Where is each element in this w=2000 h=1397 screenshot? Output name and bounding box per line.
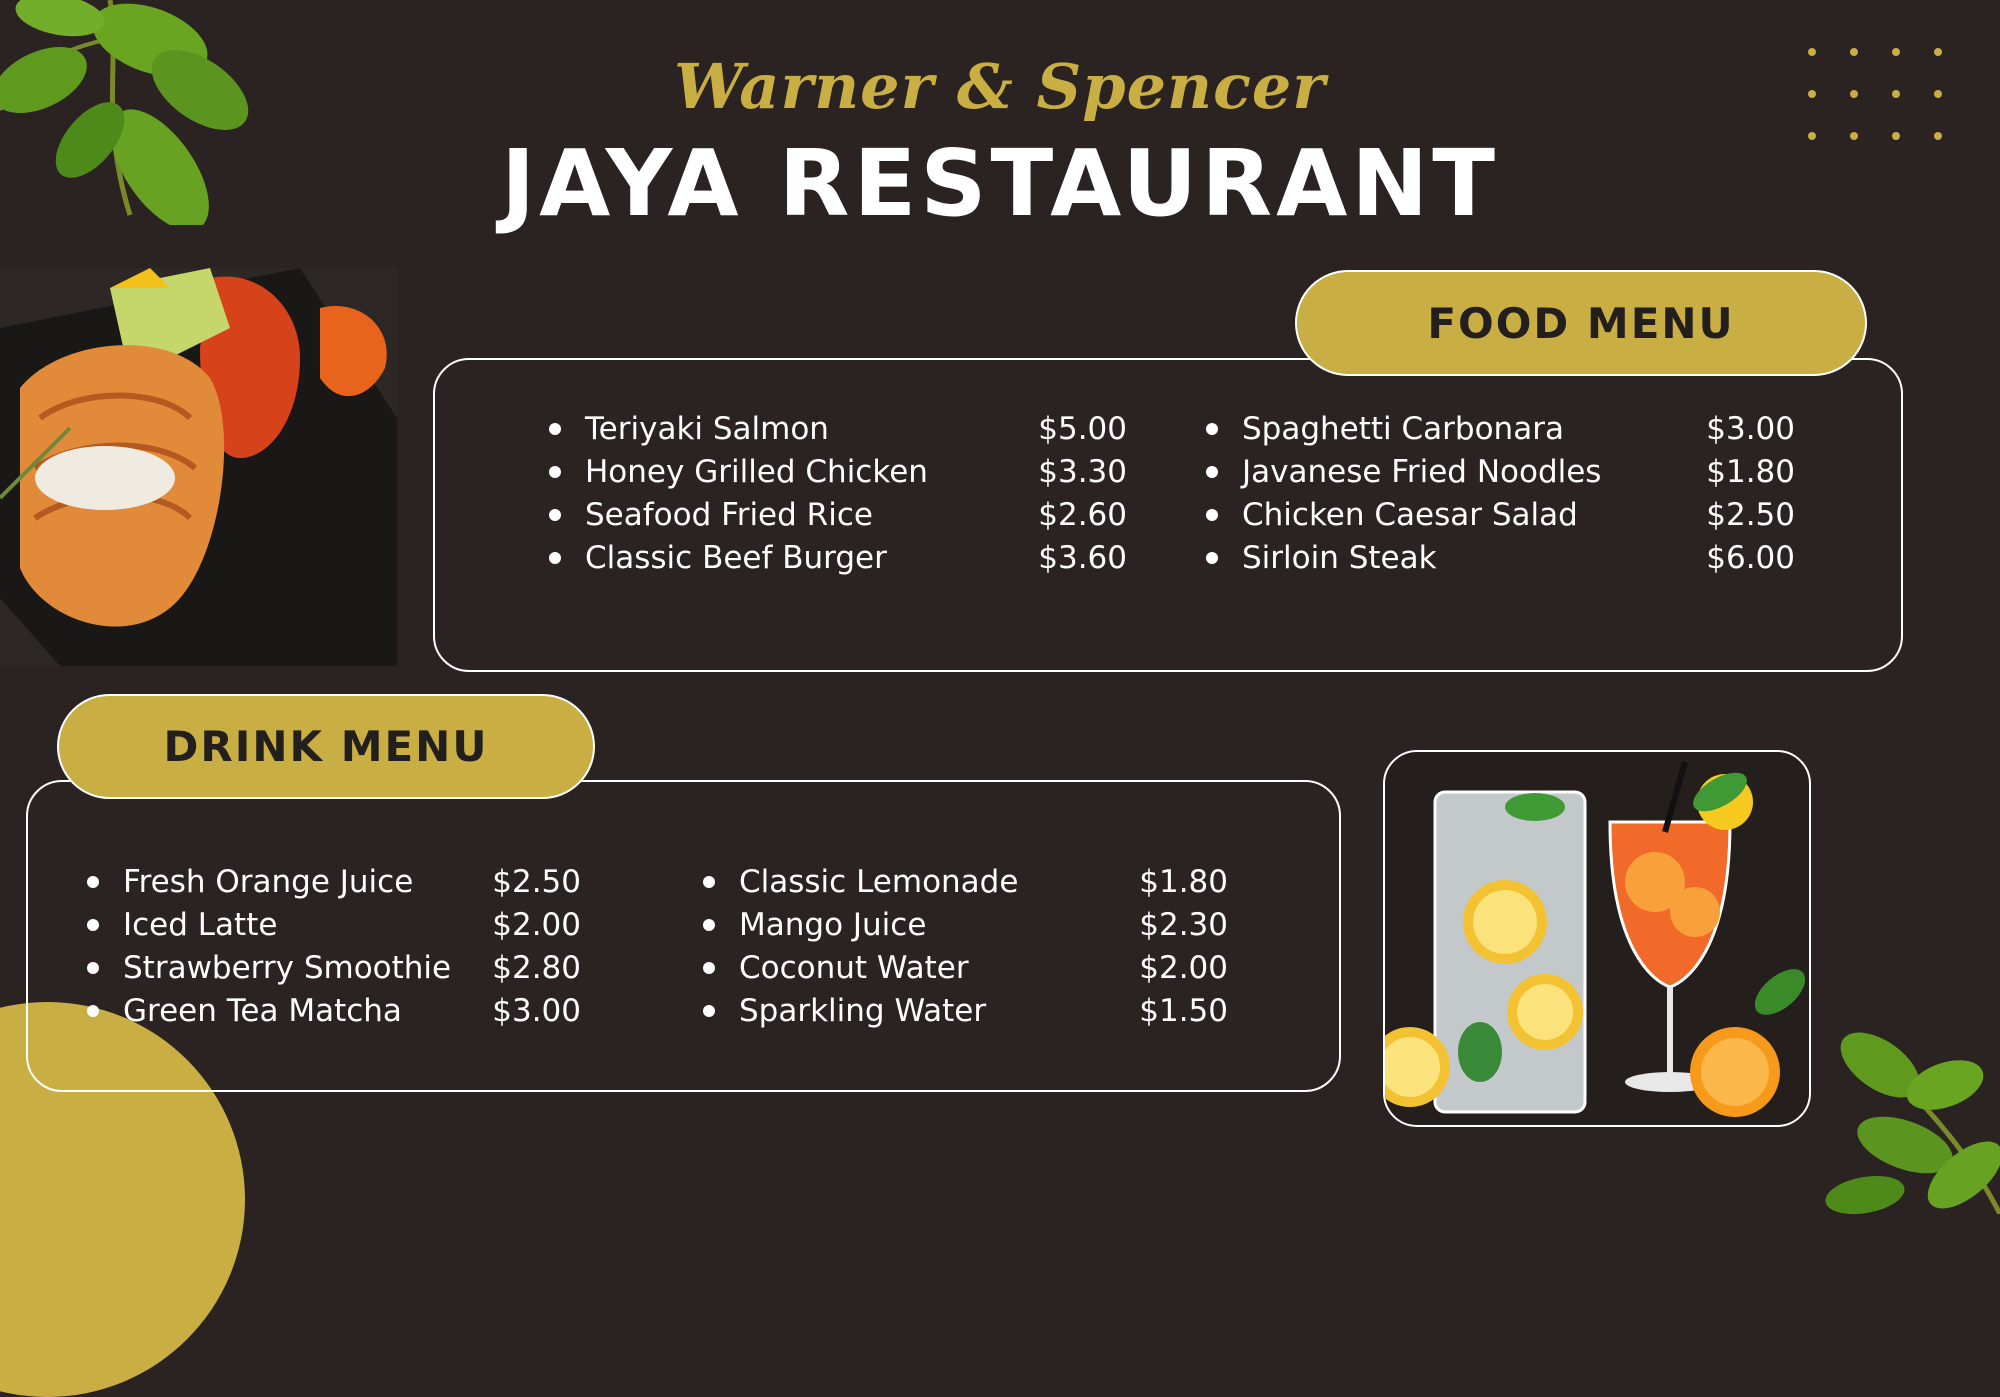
- list-item: Mango Juice $2.30: [739, 904, 1228, 947]
- list-item: Iced Latte $2.00: [123, 904, 581, 947]
- food-menu-list-right: [1242, 408, 1795, 580]
- list-item: Sirloin Steak $6.00: [1242, 537, 1795, 580]
- drinks-illustration: [1385, 752, 1811, 1127]
- drinks-photo: [1383, 750, 1811, 1127]
- list-item: Chicken Caesar Salad $2.50: [1242, 494, 1795, 537]
- leaves-bottom-right-image: [1825, 1025, 2000, 1214]
- drink-menu-list-right: [739, 861, 1228, 1033]
- brand-name: Warner & Spencer: [674, 50, 1326, 123]
- list-item: Honey Grilled Chicken $3.30: [585, 451, 1127, 494]
- list-item: Spaghetti Carbonara $3.00: [1242, 408, 1795, 451]
- food-menu-heading: FOOD MENU: [1295, 270, 1867, 376]
- salmon-dish-photo: [0, 268, 397, 666]
- list-item: Strawberry Smoothie $2.80: [123, 947, 581, 990]
- list-item: Classic Lemonade $1.80: [739, 861, 1228, 904]
- list-item: Coconut Water $2.00: [739, 947, 1228, 990]
- food-menu-list-left: [585, 408, 1127, 580]
- drink-menu-heading: DRINK MENU: [57, 694, 595, 799]
- list-item: Sparkling Water $1.50: [739, 990, 1228, 1033]
- dot-grid-decoration: [1808, 48, 1958, 148]
- list-item: Seafood Fried Rice $2.60: [585, 494, 1127, 537]
- list-item: Javanese Fried Noodles $1.80: [1242, 451, 1795, 494]
- drink-menu-panel: [26, 780, 1341, 1092]
- list-item: Green Tea Matcha $3.00: [123, 990, 581, 1033]
- drink-menu-list-left: [123, 861, 581, 1033]
- list-item: Classic Beef Burger $3.60: [585, 537, 1127, 580]
- food-menu-panel: [433, 358, 1903, 672]
- page-title: JAYA RESTAURANT: [500, 130, 1500, 237]
- list-item: Fresh Orange Juice $2.50: [123, 861, 581, 904]
- list-item: Teriyaki Salmon $5.00: [585, 408, 1127, 451]
